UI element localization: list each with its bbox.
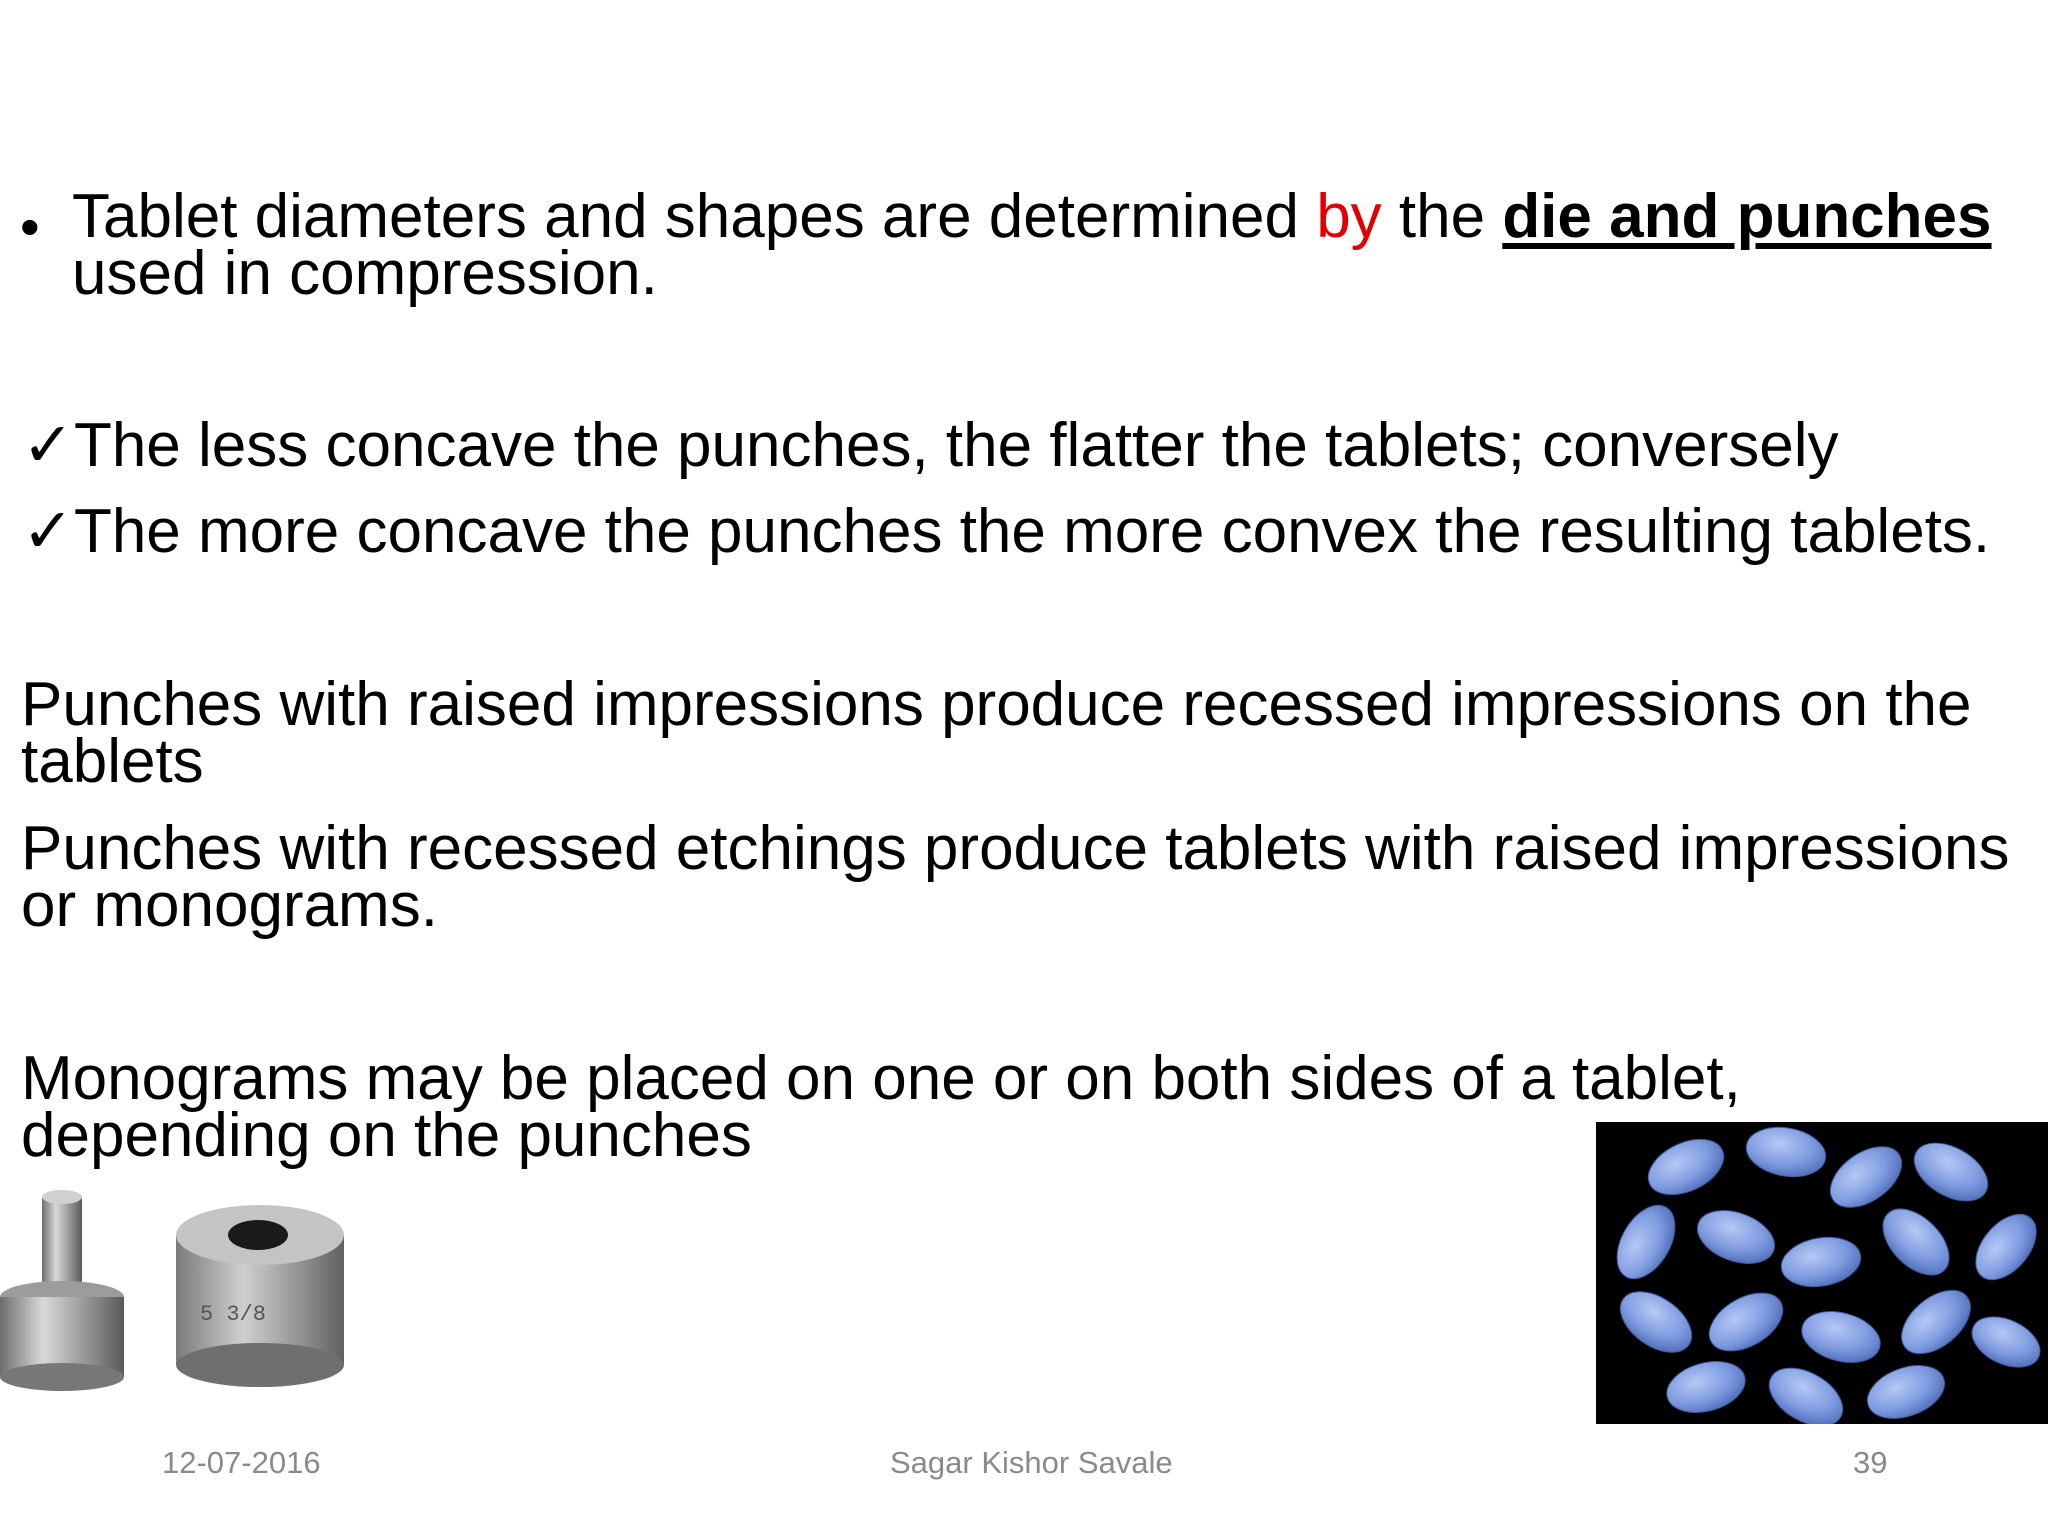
bullet-paragraph <box>72 182 1992 308</box>
footer-date: 12-07-2016 <box>162 1445 321 1480</box>
check-text-2: The more concave the punches the more convex the resulting tablets. <box>73 497 1991 566</box>
check-icon: ✓ <box>22 497 74 566</box>
bullet-text-bold: die and punches <box>1502 182 1992 251</box>
p1-line1: Punches with raised impressions produce recessed impressions on the <box>21 670 1972 739</box>
footer-author: Sagar Kishor Savale <box>890 1445 1173 1480</box>
paragraph-monograms <box>21 1044 1741 1170</box>
paragraph-raised-impressions <box>21 670 1972 796</box>
p3-line1: Monograms may be placed on one or on both sides of a tablet, <box>21 1044 1741 1113</box>
bullet-text-line2: used in compression. <box>72 239 658 308</box>
punch-die-illustration <box>0 1185 350 1400</box>
tablets-illustration <box>1596 1122 2048 1424</box>
punch-and-die-image <box>0 1185 350 1400</box>
die-label: 5 3/8 <box>200 1302 267 1327</box>
paragraph-recessed-etchings <box>21 814 2010 940</box>
check-line-1 <box>22 413 1839 479</box>
p1-line2: tablets <box>21 727 204 796</box>
bullet-text-red: by <box>1316 182 1382 251</box>
p2-line1: Punches with recessed etchings produce tablets with raised impressions <box>21 814 2010 883</box>
blue-tablets-image <box>1596 1122 2048 1424</box>
die-hole <box>228 1220 288 1250</box>
check-line-2 <box>22 499 1990 565</box>
check-text-1: The less concave the punches, the flatter the tablets; conversely <box>73 411 1839 480</box>
bullet-dot: • <box>20 195 40 258</box>
p3-line2: depending on the punches <box>21 1101 752 1170</box>
check-icon: ✓ <box>22 411 74 480</box>
bullet-text-part1: Tablet diameters and shapes are determined <box>72 182 1317 251</box>
bullet-text-part3: the <box>1381 182 1503 251</box>
footer-page-number: 39 <box>1853 1445 1888 1480</box>
p2-line2: or monograms. <box>21 871 438 940</box>
